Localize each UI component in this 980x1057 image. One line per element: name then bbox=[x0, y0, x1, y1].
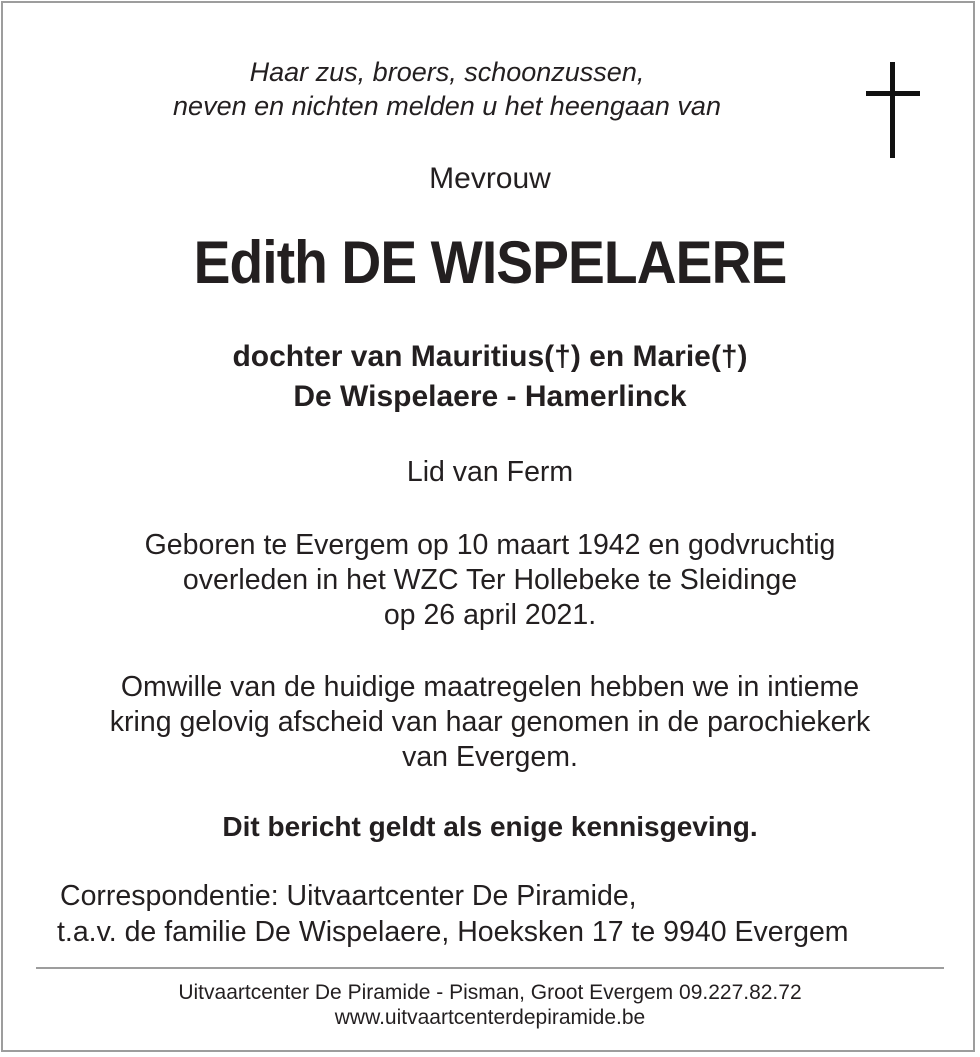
correspondence-line-2: t.a.v. de familie De Wispelaere, Hoeksken 17 te 9940 Evergem bbox=[57, 916, 849, 948]
birth-death-line-2: overleden in het WZC Ter Hollebeke te Sleidinge bbox=[182, 564, 798, 596]
birth-death-line-3: op 26 april 2021. bbox=[383, 599, 597, 631]
deceased-name: Edith DE WISPELAERE bbox=[193, 229, 787, 296]
correspondence-line-1: Correspondentie: Uitvaartcenter De Piramide, bbox=[60, 880, 637, 912]
footer-website: www.uitvaartcenterdepiramide.be bbox=[334, 1006, 646, 1029]
intro-line-1: Haar zus, broers, schoonzussen, bbox=[249, 57, 645, 87]
farewell-line-2: kring gelovig afscheid van haar genomen in de parochiekerk bbox=[109, 706, 871, 738]
title-mevrouw: Mevrouw bbox=[429, 162, 551, 195]
notice-statement: Dit bericht geldt als enige kennisgeving. bbox=[222, 811, 758, 842]
farewell-line-3: van Evergem. bbox=[402, 741, 578, 773]
intro-line-2: neven en nichten melden u het heengaan van bbox=[173, 91, 721, 121]
footer-divider bbox=[36, 967, 944, 969]
footer-line-1: Uitvaartcenter De Piramide - Pisman, Groot Evergem 09.227.82.72 bbox=[178, 981, 802, 1004]
birth-death-line-1: Geboren te Evergem op 10 maart 1942 en godvruchtig bbox=[144, 529, 836, 561]
membership: Lid van Ferm bbox=[406, 456, 574, 488]
parents-line-2: De Wispelaere - Hamerlinck bbox=[293, 380, 687, 413]
farewell-line-1: Omwille van de huidige maatregelen hebben we in intieme bbox=[120, 671, 860, 703]
parents-line-1: dochter van Mauritius(†) en Marie(†) bbox=[232, 340, 748, 373]
